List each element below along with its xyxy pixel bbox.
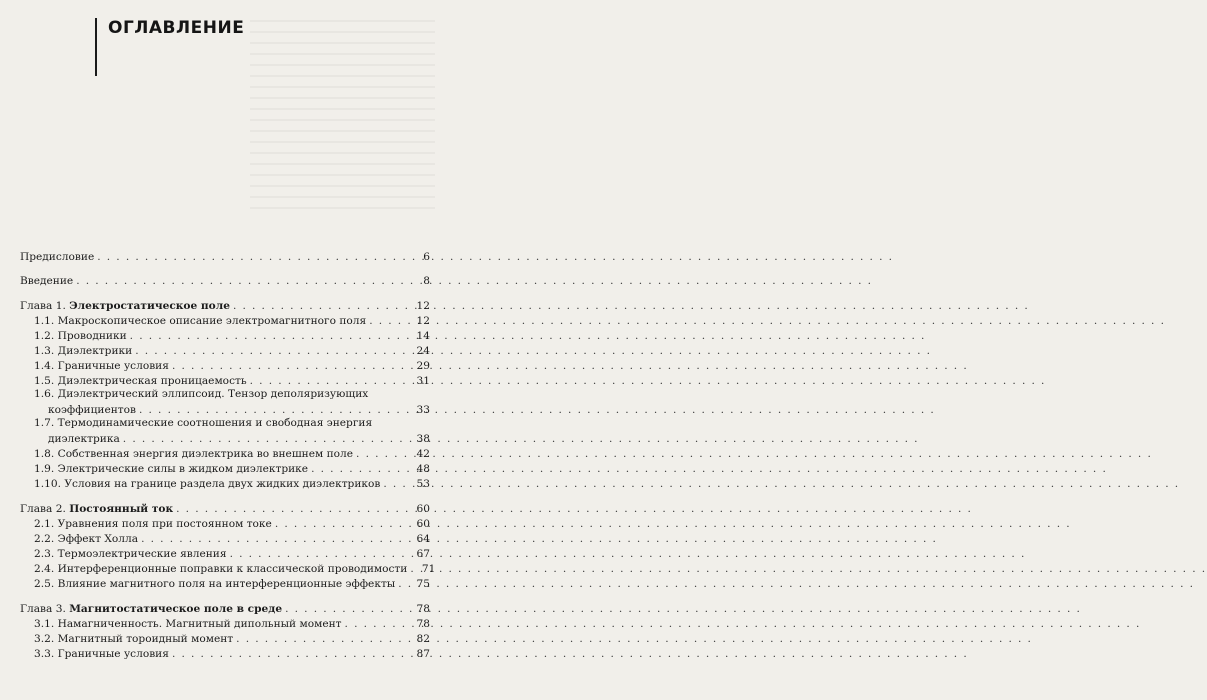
leader-dots: [230, 548, 413, 561]
leader-dots: [172, 360, 413, 373]
toc-section: [20, 328, 430, 343]
page-number: 60: [416, 518, 430, 530]
page-number: 12: [416, 300, 430, 312]
entry-title: Введение: [20, 275, 74, 287]
page-number: 67: [416, 548, 430, 560]
page-number: 29: [416, 360, 430, 372]
page-number: 6: [423, 251, 430, 263]
section-title: 1.8. Собственная энергия диэлектрика во внешнем поле: [34, 448, 354, 460]
toc-section: [20, 446, 430, 461]
toc-chapter: [20, 601, 430, 616]
toc-section: [20, 646, 430, 661]
toc-section: [20, 417, 430, 446]
leader-dots: [250, 375, 413, 388]
toc-section: [20, 388, 430, 417]
leader-dots: [345, 618, 413, 631]
chapter-title: Постоянный ток: [69, 503, 174, 515]
page-number: 14: [416, 330, 430, 342]
toc-section: [20, 531, 430, 546]
leader-dots: [285, 603, 413, 616]
page-number: 24: [416, 345, 430, 357]
toc-section: [20, 461, 430, 476]
toc-section: [20, 476, 430, 491]
section-title: 2.4. Интерференционные поправки к классической проводимости: [34, 563, 408, 575]
leader-dots: [410, 563, 418, 576]
section-title: 1.2. Проводники: [34, 330, 127, 342]
leader-dots: [233, 300, 413, 313]
page-number: 33: [416, 404, 430, 416]
toc-section: [20, 313, 430, 328]
section-title: 1.4. Граничные условия: [34, 360, 169, 372]
toc-section: [20, 546, 430, 561]
page-number: 38: [416, 433, 430, 445]
page-number: 12: [416, 315, 430, 327]
entry-title: Предисловие: [20, 251, 95, 263]
leader-dots: [139, 404, 413, 417]
vertical-rule: [95, 18, 97, 76]
page-number: 60: [416, 503, 430, 515]
leader-dots: [383, 478, 413, 491]
chapter-label: Глава 2.: [20, 503, 66, 515]
toc-section: [20, 576, 430, 591]
page-number: 75: [416, 578, 430, 590]
chapter-label: Глава 3.: [20, 603, 66, 615]
leader-dots: [123, 433, 413, 446]
toc-section: [20, 343, 430, 358]
section-title-line2: диэлектрика: [48, 433, 120, 445]
leader-dots: [130, 330, 413, 343]
chapter-label: Глава 1.: [20, 300, 66, 312]
table-of-contents: [20, 240, 436, 661]
section-title: 2.5. Влияние магнитного поля на интерференционные эффекты: [34, 578, 396, 590]
leader-dots: [356, 448, 413, 461]
leader-dots: [369, 315, 413, 328]
page-number: 78: [416, 603, 430, 615]
section-title-line1: 1.7. Термодинамические соотношения и свободная энергия: [34, 417, 373, 429]
toc-section: [20, 516, 430, 531]
section-title: 1.1. Макроскопическое описание электромагнитного поля: [34, 315, 367, 327]
section-title-line2: коэффициентов: [48, 404, 136, 416]
page-number: 78: [416, 618, 430, 630]
leader-dots: [76, 275, 413, 288]
page-number: 31: [416, 375, 430, 387]
page-title: ОГЛАВЛЕНИЕ: [108, 18, 245, 38]
section-title: 1.10. Условия на границе раздела двух жидких диэлектриков: [34, 478, 381, 490]
section-title: 2.2. Эффект Холла: [34, 533, 139, 545]
toc-chapter: [20, 501, 430, 516]
toc-chapter: [20, 298, 430, 313]
leader-dots: [172, 648, 413, 661]
leader-dots: [97, 251, 413, 264]
page-number: 82: [416, 633, 430, 645]
toc-section: [20, 561, 436, 576]
toc-section: [20, 616, 430, 631]
bleed-through-text: [250, 20, 435, 210]
section-title: 1.9. Электрические силы в жидком диэлектрике: [34, 463, 309, 475]
leader-dots: [236, 633, 413, 646]
page-number: 8: [423, 275, 430, 287]
page-number: 48: [416, 463, 430, 475]
leader-dots: [141, 533, 413, 546]
page-number: 64: [416, 533, 430, 545]
chapter-title: Электростатическое поле: [69, 300, 230, 312]
section-title: 2.1. Уравнения поля при постоянном токе: [34, 518, 272, 530]
section-title-line1: 1.6. Диэлектрический эллипсоид. Тензор деполяризующих: [34, 388, 369, 400]
page-number: 71: [421, 563, 436, 575]
page-number: 53: [416, 478, 430, 490]
toc-section: [20, 373, 430, 388]
chapter-title: Магнитостатическое поле в среде: [69, 603, 283, 615]
page-number: 42: [416, 448, 430, 460]
leader-dots: [135, 345, 413, 358]
section-title: 1.3. Диэлектрики: [34, 345, 133, 357]
toc-entry: [20, 264, 430, 288]
leader-dots: [311, 463, 413, 476]
toc-entry: [20, 240, 430, 264]
leader-dots: [176, 503, 413, 516]
section-title: 3.1. Намагниченность. Магнитный дипольный момент: [34, 618, 342, 630]
page-number: 87: [416, 648, 430, 660]
toc-section: [20, 631, 430, 646]
leader-dots: [275, 518, 413, 531]
leader-dots: [398, 578, 413, 591]
toc-section: [20, 358, 430, 373]
section-title: 1.5. Диэлектрическая проницаемость: [34, 375, 247, 387]
section-title: 2.3. Термоэлектрические явления: [34, 548, 227, 560]
section-title: 3.2. Магнитный тороидный момент: [34, 633, 234, 645]
section-title: 3.3. Граничные условия: [34, 648, 169, 660]
